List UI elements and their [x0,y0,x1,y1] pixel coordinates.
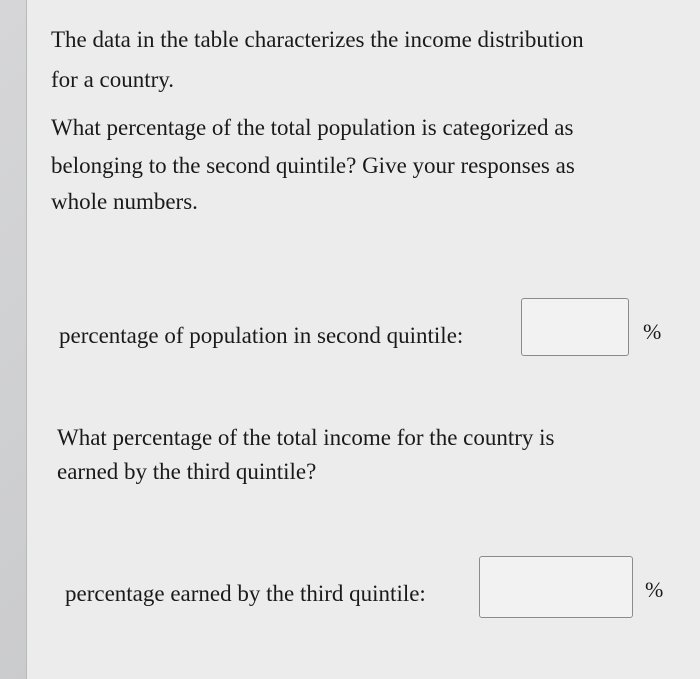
intro-line-1: The data in the table characterizes the income distribution [51,27,584,52]
income-percent-unit: % [645,577,664,602]
question-page [26,0,700,679]
intro-line-2: for a country. [51,67,175,92]
income-field-label: percentage earned by the third quintile: [65,581,426,606]
question-2-line-1: What percentage of the total income for the country is [57,425,555,450]
income-percentage-input[interactable] [479,556,633,618]
question-1-line-3: whole numbers. [51,189,198,214]
question-1-line-2: belonging to the second quintile? Give your responses as [51,153,575,178]
population-percent-unit: % [643,319,662,344]
question-1-line-1: What percentage of the total population is categorized as [51,115,574,140]
question-2-line-2: earned by the third quintile? [57,459,317,484]
population-percentage-input[interactable] [521,298,629,356]
population-field-label: percentage of population in second quintile: [59,323,464,348]
